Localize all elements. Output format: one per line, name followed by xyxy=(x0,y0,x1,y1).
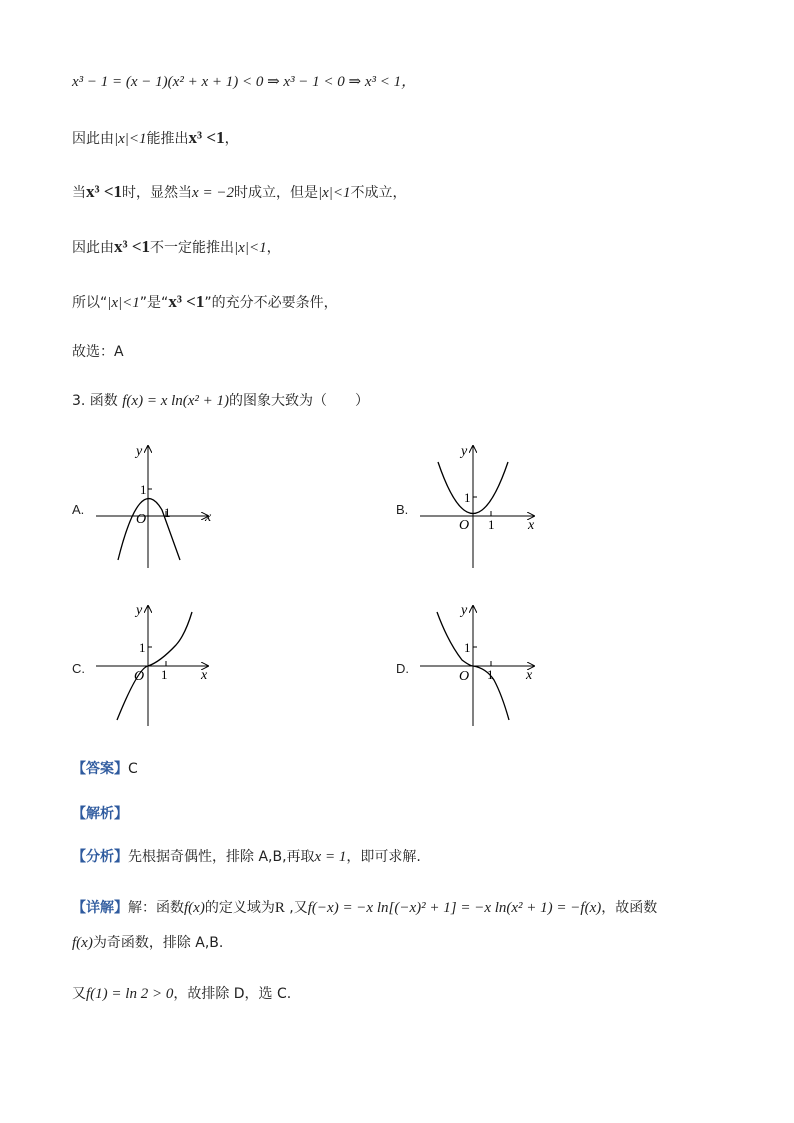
derivation-line-2 xyxy=(72,128,239,149)
question-number: 3. 函数 xyxy=(72,393,118,409)
x-label: x xyxy=(205,510,212,525)
text: ， xyxy=(224,131,239,147)
text: 不成立， xyxy=(350,185,407,201)
x-label: x xyxy=(201,668,208,683)
y-label: y xyxy=(461,603,468,618)
formula: f(x) xyxy=(72,935,93,951)
derivation-line-4 xyxy=(72,237,281,258)
origin-label: O xyxy=(136,512,147,527)
origin-label: O xyxy=(459,669,470,684)
text: ”的充分不必要条件， xyxy=(204,295,338,311)
answer-tag: 【答案】 xyxy=(72,761,128,777)
y-one-label: 1 xyxy=(139,640,146,655)
formula: |x|<1 xyxy=(114,131,147,147)
origin-label: O xyxy=(459,518,470,533)
text: 又 xyxy=(72,986,86,1002)
derivation-line-3 xyxy=(72,182,406,203)
formula: R xyxy=(274,900,285,916)
text: ，故排除 D，选 C. xyxy=(173,986,292,1002)
text: 因此由 xyxy=(72,240,114,256)
text: 当 xyxy=(72,185,86,201)
text: 因此由 xyxy=(72,131,114,147)
text: 故选：A xyxy=(72,344,124,360)
option-d-label: D. xyxy=(396,661,409,676)
graph-c xyxy=(88,596,228,736)
x-label: x xyxy=(528,518,535,533)
y-one-label: 1 xyxy=(464,640,471,655)
formula: x = −2 xyxy=(192,185,234,201)
text: 为奇函数，排除 A,B. xyxy=(92,935,224,951)
fenxi-tag: 【分析】 xyxy=(72,849,128,865)
formula: x³ <1 xyxy=(86,182,123,201)
formula: x³ <1 xyxy=(168,292,205,311)
text: ,又 xyxy=(284,900,308,916)
answer-value: C xyxy=(128,761,138,777)
option-a-label: A. xyxy=(72,502,85,517)
function-formula: f(x) = x ln(x² + 1) xyxy=(122,393,230,409)
text: 时，显然当 xyxy=(122,185,193,201)
x-one-label: 1 xyxy=(161,667,168,682)
option-b-label: B. xyxy=(396,502,409,517)
text: ，即可求解. xyxy=(346,849,421,865)
formula: f(x) xyxy=(184,900,205,916)
formula: |x|<1 xyxy=(107,295,140,311)
text: 解：函数 xyxy=(128,900,184,916)
text: ”是“ xyxy=(139,295,169,311)
question-text: 的图象大致为（ ） xyxy=(229,393,370,409)
y-label: y xyxy=(136,444,143,459)
formula: |x|<1 xyxy=(317,185,351,201)
formula: f(1) = ln 2 > 0 xyxy=(86,986,174,1002)
option-c-label: C. xyxy=(72,661,85,676)
text: 所以“ xyxy=(72,295,108,311)
text: 时成立，但是 xyxy=(233,185,318,201)
formula: x³ <1 xyxy=(188,128,225,147)
y-label: y xyxy=(136,603,143,618)
x-label: x xyxy=(526,668,533,683)
text: 能推出 xyxy=(146,131,189,147)
text: 的定义域为 xyxy=(204,900,275,916)
fenxi-line xyxy=(72,847,421,867)
curve xyxy=(118,499,180,560)
y-label: y xyxy=(461,444,468,459)
formula: f(−x) = −x ln[(−x)² + 1] = −x ln(x² + 1) = −f(x) xyxy=(307,900,602,916)
formula: x = 1 xyxy=(314,849,347,865)
text: 先根据奇偶性，排除 A,B,再取 xyxy=(128,849,315,865)
graph-d xyxy=(413,596,553,736)
x-one-label: 1 xyxy=(487,667,494,682)
analysis-tag: 【解析】 xyxy=(72,806,128,822)
x-one-label: 1 xyxy=(164,505,171,520)
y-one-label: 1 xyxy=(140,482,147,497)
x-one-label: 1 xyxy=(488,517,495,532)
graph-a xyxy=(88,436,228,576)
xiangjie-line-3 xyxy=(72,984,291,1004)
xiangjie-tag: 【详解】 xyxy=(72,900,128,916)
choice-line xyxy=(72,342,124,362)
text: 不一定能推出 xyxy=(150,240,235,256)
formula: x³ − 1 = (x − 1)(x² + x + 1) < 0 ⇒ x³ − 1 < 0 ⇒ x³ < 1， xyxy=(72,74,417,90)
text: ， xyxy=(266,240,281,256)
origin-label: O xyxy=(134,669,145,684)
analysis-heading xyxy=(72,804,128,824)
answer-line xyxy=(72,759,138,779)
derivation-line-5 xyxy=(72,292,338,313)
question-3 xyxy=(72,391,369,411)
graph-b xyxy=(413,436,553,576)
formula: x³ <1 xyxy=(114,237,151,256)
xiangjie-line-1 xyxy=(72,898,657,918)
text: ，故函数 xyxy=(601,900,658,916)
formula: |x|<1 xyxy=(234,240,267,256)
xiangjie-line-2 xyxy=(72,933,223,953)
y-one-label: 1 xyxy=(464,490,471,505)
derivation-line-1 xyxy=(72,72,416,92)
